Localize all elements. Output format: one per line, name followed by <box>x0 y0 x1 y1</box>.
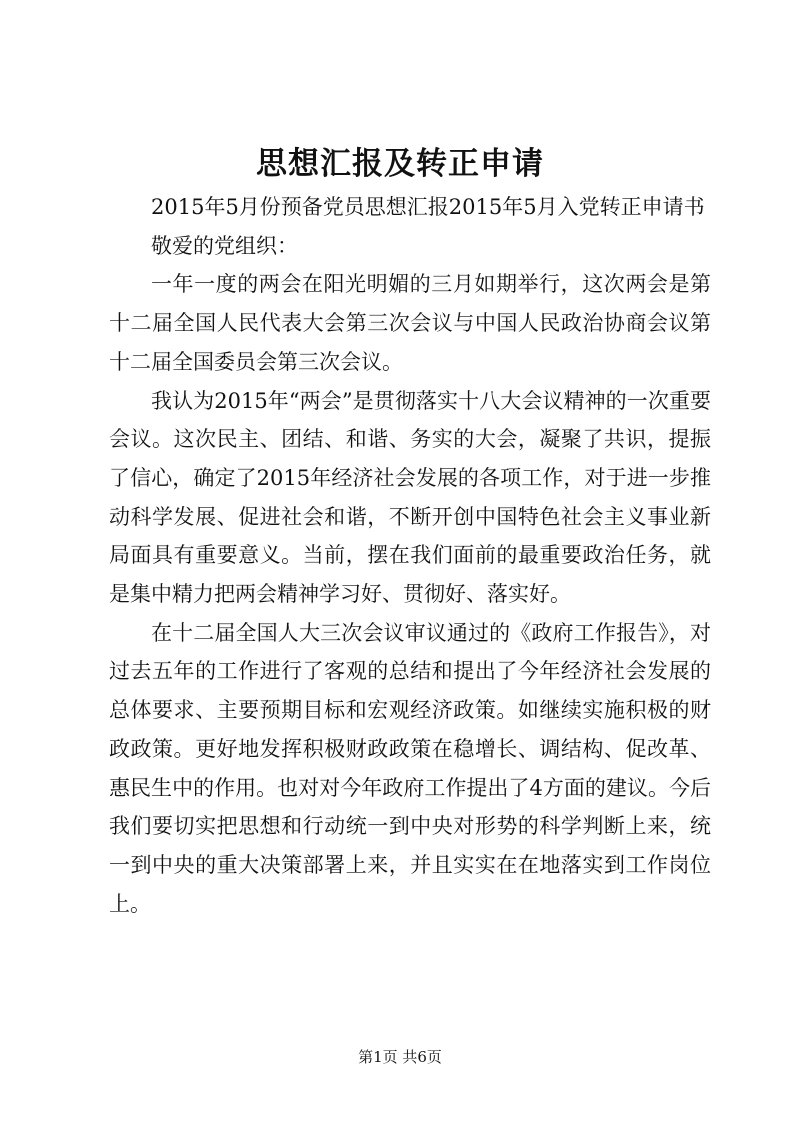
salutation: 敬爱的党组织： <box>151 233 298 258</box>
document-body <box>109 188 711 923</box>
body-paragraph-3: 在十二届全国人大三次会议审议通过的《政府工作报告》，对过去五年的工作进行了客观的总结和提出了今年经济社会发展的总体要求、主要预期目标和宏观经济政策。如继续实施积极的财政政策。更好地发挥积极财政政策在稳增长、调结构、促改革、惠民生中的作用。也对对今年政府工作提出了4方面的建议。今后我们要切实把思想和行动统一到中央对形势的科学判断上来，统一到中央的重大决策部署上来，并且实实在在地落实到工作岗位上。 <box>109 620 711 916</box>
subtitle-paragraph: 2015年5月份预备党员思想汇报2015年5月入党转正申请书 <box>151 195 705 219</box>
document-title: 思想汇报及转正申请 <box>256 146 544 182</box>
page-number-footer: 第1页 共6页 <box>358 1048 442 1066</box>
body-paragraph-2: 我认为2015年“两会”是贯彻落实十八大会议精神的一次重要会议。这次民主、团结、和谐、务实的大会，凝聚了共识，提振了信心，确定了2015年经济社会发展的各项工作，对于进一步推动科学发展、促进社会和谐，不断开创中国特色社会主义事业新局面具有重要意义。当前，摆在我们面前的最重要政治任务，就是集中精力把两会精神学习好、贯彻好、落实好。 <box>109 388 711 607</box>
body-paragraph-1: 一年一度的两会在阳光明媚的三月如期举行，这次两会是第十二届全国人民代表大会第三次会议与中国人民政治协商会议第十二届全国委员会第三次会议。 <box>109 272 711 374</box>
